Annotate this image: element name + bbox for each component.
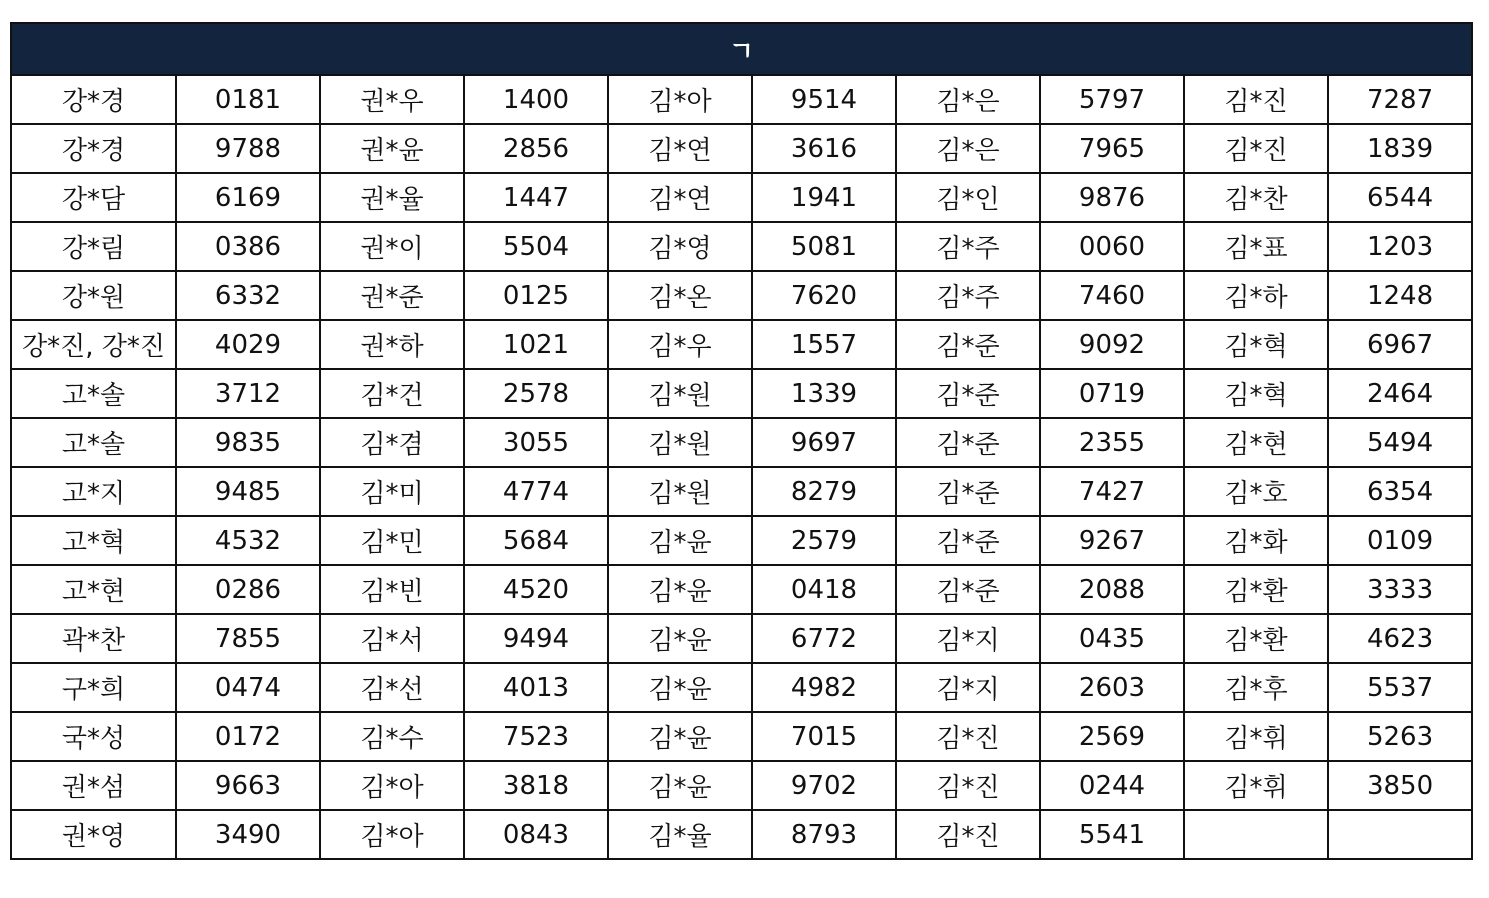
number-cell: 7855 xyxy=(176,614,320,663)
name-cell: 김*윤 xyxy=(608,614,752,663)
number-cell: 0474 xyxy=(176,663,320,712)
number-cell: 6967 xyxy=(1328,320,1472,369)
name-cell: 김*화 xyxy=(1184,516,1328,565)
name-cell: 김*준 xyxy=(896,516,1040,565)
number-cell: 4013 xyxy=(464,663,608,712)
number-cell: 9835 xyxy=(176,418,320,467)
name-cell: 김*원 xyxy=(608,418,752,467)
name-cell: 김*진 xyxy=(1184,124,1328,173)
name-cell: 김*휘 xyxy=(1184,761,1328,810)
name-cell: 강*원 xyxy=(11,271,176,320)
name-cell: 고*솔 xyxy=(11,369,176,418)
name-cell: 김*겸 xyxy=(320,418,464,467)
number-cell: 2856 xyxy=(464,124,608,173)
name-cell: 권*준 xyxy=(320,271,464,320)
name-cell: 김*윤 xyxy=(608,516,752,565)
number-cell: 0719 xyxy=(1040,369,1184,418)
number-cell: 0843 xyxy=(464,810,608,859)
number-cell: 4623 xyxy=(1328,614,1472,663)
name-cell: 강*경 xyxy=(11,124,176,173)
number-cell: 0435 xyxy=(1040,614,1184,663)
name-cell: 김*환 xyxy=(1184,614,1328,663)
name-cell: 김*미 xyxy=(320,467,464,516)
header-row xyxy=(11,23,1472,75)
name-cell: 김*휘 xyxy=(1184,712,1328,761)
number-cell: 7427 xyxy=(1040,467,1184,516)
name-cell: 구*희 xyxy=(11,663,176,712)
name-cell: 김*준 xyxy=(896,418,1040,467)
number-cell: 6544 xyxy=(1328,173,1472,222)
name-cell: 김*아 xyxy=(608,75,752,124)
number-cell: 9485 xyxy=(176,467,320,516)
name-cell: 김*율 xyxy=(608,810,752,859)
name-cell: 김*선 xyxy=(320,663,464,712)
table-row xyxy=(11,516,1472,565)
number-cell: 9702 xyxy=(752,761,896,810)
number-cell: 6332 xyxy=(176,271,320,320)
table-row xyxy=(11,663,1472,712)
name-cell: 김*연 xyxy=(608,124,752,173)
name-cell: 고*솔 xyxy=(11,418,176,467)
name-cell: 고*현 xyxy=(11,565,176,614)
number-cell: 1248 xyxy=(1328,271,1472,320)
name-cell: 김*연 xyxy=(608,173,752,222)
number-cell: 9514 xyxy=(752,75,896,124)
number-cell: 5263 xyxy=(1328,712,1472,761)
number-cell: 1557 xyxy=(752,320,896,369)
name-cell: 권*영 xyxy=(11,810,176,859)
number-cell: 4029 xyxy=(176,320,320,369)
number-cell: 5504 xyxy=(464,222,608,271)
table-row xyxy=(11,810,1472,859)
name-list-sheet xyxy=(10,22,1473,860)
number-cell: 0386 xyxy=(176,222,320,271)
name-cell: 강*담 xyxy=(11,173,176,222)
number-cell: 2569 xyxy=(1040,712,1184,761)
name-cell: 김*표 xyxy=(1184,222,1328,271)
number-cell: 9092 xyxy=(1040,320,1184,369)
table-row xyxy=(11,369,1472,418)
name-cell: 김*현 xyxy=(1184,418,1328,467)
name-cell: 김*진 xyxy=(896,712,1040,761)
number-cell: 7620 xyxy=(752,271,896,320)
number-cell: 2088 xyxy=(1040,565,1184,614)
name-cell: 김*진 xyxy=(896,761,1040,810)
number-cell: 1021 xyxy=(464,320,608,369)
name-cell: 강*경 xyxy=(11,75,176,124)
number-cell: 0125 xyxy=(464,271,608,320)
number-cell: 1839 xyxy=(1328,124,1472,173)
name-cell: 김*윤 xyxy=(608,712,752,761)
name-cell: 김*윤 xyxy=(608,565,752,614)
name-cell: 강*림 xyxy=(11,222,176,271)
name-cell: 김*건 xyxy=(320,369,464,418)
name-cell xyxy=(1184,810,1328,859)
table-row xyxy=(11,222,1472,271)
name-cell: 김*은 xyxy=(896,75,1040,124)
number-cell: 3616 xyxy=(752,124,896,173)
table-row xyxy=(11,614,1472,663)
table-row xyxy=(11,75,1472,124)
number-cell: 1339 xyxy=(752,369,896,418)
number-cell: 1941 xyxy=(752,173,896,222)
number-cell: 5537 xyxy=(1328,663,1472,712)
number-cell: 9697 xyxy=(752,418,896,467)
number-cell: 2464 xyxy=(1328,369,1472,418)
name-cell: 김*찬 xyxy=(1184,173,1328,222)
name-cell: 권*윤 xyxy=(320,124,464,173)
name-cell: 김*수 xyxy=(320,712,464,761)
number-cell: 5541 xyxy=(1040,810,1184,859)
number-cell: 9876 xyxy=(1040,173,1184,222)
number-cell: 2579 xyxy=(752,516,896,565)
number-cell: 1400 xyxy=(464,75,608,124)
number-cell: 3055 xyxy=(464,418,608,467)
name-cell: 김*온 xyxy=(608,271,752,320)
name-cell: 고*혁 xyxy=(11,516,176,565)
name-cell: 김*하 xyxy=(1184,271,1328,320)
name-cell: 김*준 xyxy=(896,467,1040,516)
number-cell: 8793 xyxy=(752,810,896,859)
number-cell: 0109 xyxy=(1328,516,1472,565)
table-row xyxy=(11,418,1472,467)
number-cell: 3818 xyxy=(464,761,608,810)
number-cell: 2355 xyxy=(1040,418,1184,467)
name-cell: 권*섬 xyxy=(11,761,176,810)
number-cell: 7460 xyxy=(1040,271,1184,320)
number-cell: 4520 xyxy=(464,565,608,614)
name-cell: 강*진, 강*진 xyxy=(11,320,176,369)
name-cell: 곽*찬 xyxy=(11,614,176,663)
number-cell: 0286 xyxy=(176,565,320,614)
name-cell: 김*지 xyxy=(896,614,1040,663)
name-cell: 김*준 xyxy=(896,369,1040,418)
number-cell: 3712 xyxy=(176,369,320,418)
number-cell: 9663 xyxy=(176,761,320,810)
number-cell: 4532 xyxy=(176,516,320,565)
name-cell: 고*지 xyxy=(11,467,176,516)
name-cell: 김*주 xyxy=(896,222,1040,271)
name-cell: 김*서 xyxy=(320,614,464,663)
number-cell: 3490 xyxy=(176,810,320,859)
number-cell: 3850 xyxy=(1328,761,1472,810)
name-cell: 김*우 xyxy=(608,320,752,369)
name-cell: 김*혁 xyxy=(1184,369,1328,418)
number-cell: 1447 xyxy=(464,173,608,222)
number-cell: 0244 xyxy=(1040,761,1184,810)
number-cell: 4774 xyxy=(464,467,608,516)
name-cell: 김*빈 xyxy=(320,565,464,614)
name-cell: 김*아 xyxy=(320,810,464,859)
name-cell: 김*진 xyxy=(1184,75,1328,124)
table-row xyxy=(11,761,1472,810)
number-cell: 7523 xyxy=(464,712,608,761)
number-cell: 7287 xyxy=(1328,75,1472,124)
table-row xyxy=(11,271,1472,320)
name-cell: 김*윤 xyxy=(608,663,752,712)
name-cell: 권*하 xyxy=(320,320,464,369)
name-cell: 김*혁 xyxy=(1184,320,1328,369)
name-cell: 김*호 xyxy=(1184,467,1328,516)
number-cell: 3333 xyxy=(1328,565,1472,614)
name-cell: 권*이 xyxy=(320,222,464,271)
number-cell: 2578 xyxy=(464,369,608,418)
table-row xyxy=(11,320,1472,369)
name-cell: 김*환 xyxy=(1184,565,1328,614)
table-header-title: ㄱ xyxy=(11,23,1472,75)
number-cell: 7965 xyxy=(1040,124,1184,173)
name-cell: 김*인 xyxy=(896,173,1040,222)
table-row xyxy=(11,467,1472,516)
number-cell: 6772 xyxy=(752,614,896,663)
number-cell: 0060 xyxy=(1040,222,1184,271)
name-cell: 권*율 xyxy=(320,173,464,222)
number-cell xyxy=(1328,810,1472,859)
number-cell: 7015 xyxy=(752,712,896,761)
number-cell: 5797 xyxy=(1040,75,1184,124)
name-cell: 김*원 xyxy=(608,467,752,516)
number-cell: 9267 xyxy=(1040,516,1184,565)
name-cell: 김*은 xyxy=(896,124,1040,173)
number-cell: 2603 xyxy=(1040,663,1184,712)
name-cell: 김*준 xyxy=(896,565,1040,614)
number-cell: 9494 xyxy=(464,614,608,663)
number-cell: 5081 xyxy=(752,222,896,271)
table-body xyxy=(11,75,1472,859)
name-cell: 권*우 xyxy=(320,75,464,124)
name-cell: 김*원 xyxy=(608,369,752,418)
number-cell: 5684 xyxy=(464,516,608,565)
number-cell: 6354 xyxy=(1328,467,1472,516)
number-cell: 6169 xyxy=(176,173,320,222)
number-cell: 4982 xyxy=(752,663,896,712)
name-cell: 김*주 xyxy=(896,271,1040,320)
name-cell: 국*성 xyxy=(11,712,176,761)
table-row xyxy=(11,173,1472,222)
number-cell: 1203 xyxy=(1328,222,1472,271)
name-cell: 김*지 xyxy=(896,663,1040,712)
number-cell: 0172 xyxy=(176,712,320,761)
table-row xyxy=(11,712,1472,761)
table-row xyxy=(11,124,1472,173)
number-cell: 9788 xyxy=(176,124,320,173)
number-cell: 5494 xyxy=(1328,418,1472,467)
name-cell: 김*아 xyxy=(320,761,464,810)
number-cell: 8279 xyxy=(752,467,896,516)
name-cell: 김*준 xyxy=(896,320,1040,369)
name-cell: 김*민 xyxy=(320,516,464,565)
number-cell: 0181 xyxy=(176,75,320,124)
table-row xyxy=(11,565,1472,614)
name-cell: 김*영 xyxy=(608,222,752,271)
name-cell: 김*후 xyxy=(1184,663,1328,712)
number-cell: 0418 xyxy=(752,565,896,614)
name-cell: 김*진 xyxy=(896,810,1040,859)
name-cell: 김*윤 xyxy=(608,761,752,810)
name-number-table xyxy=(10,22,1473,860)
